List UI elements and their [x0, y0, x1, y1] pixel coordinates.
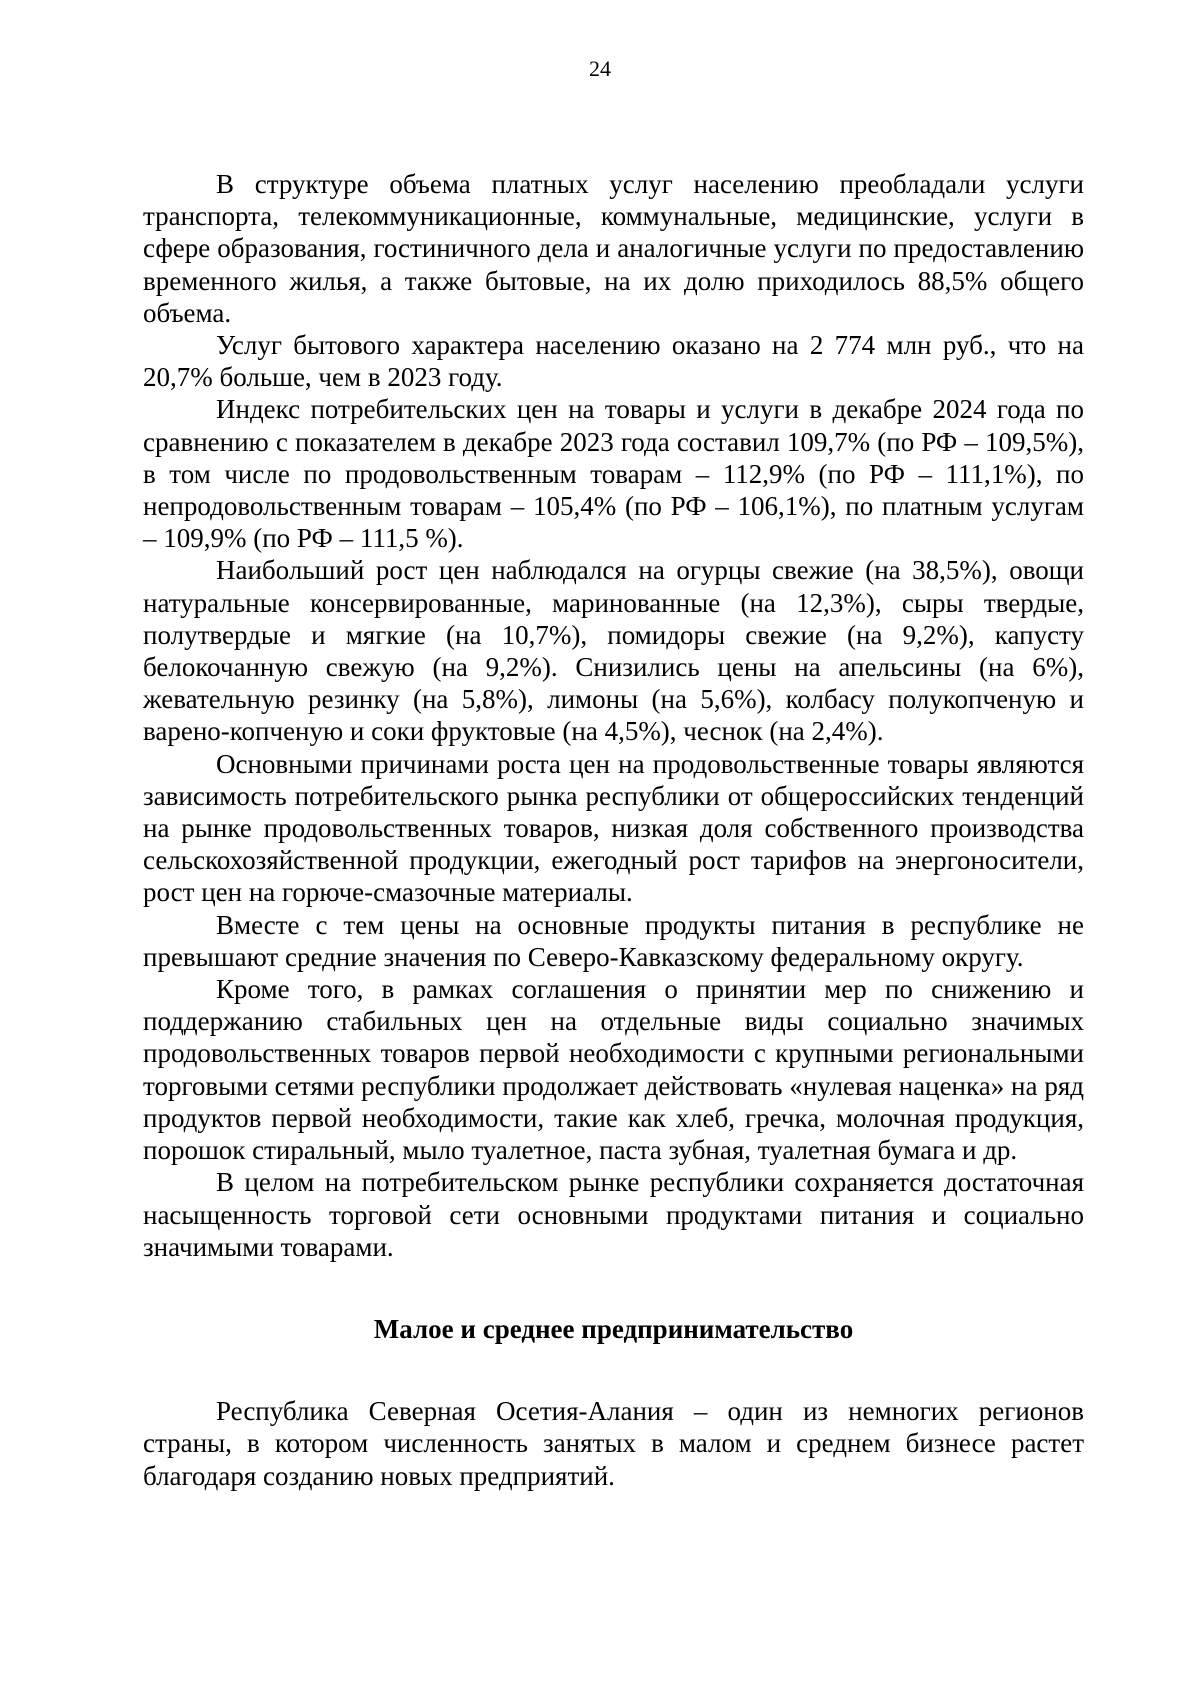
paragraph-small-business: Республика Северная Осетия-Алания – один из немногих регионов страны, в котором численность занятых в малом и среднем бизнесе растет благодаря созданию новых предприятий.: [143, 1396, 1084, 1491]
paragraph-consumer-price-index: Индекс потребительских цен на товары и услуги в декабре 2024 года по сравнению с показателем в декабре 2023 года составил 109,7% (по РФ – 109,5%), в том числе по продовольственным товарам – 112,9% (по РФ – 111,1%), по непродовольственным товарам – 105,4% (по РФ – 106,1%), по платным услугам – 109,9% (по РФ – 111,5 %).: [143, 394, 1084, 554]
page-number: 24: [589, 56, 611, 81]
paragraph-paid-services-structure: В структуре объема платных услуг населению преобладали услуги транспорта, телекоммуникационные, коммунальные, медицинские, услуги в сфере образования, гостиничного дела и аналогичные услуги по предоставлению временного жилья, а также бытовые, на их долю приходилось 88,5% общего объема.: [143, 169, 1084, 328]
paragraph-zero-markup: Кроме того, в рамках соглашения о принятии мер по снижению и поддержанию стабильных цен на отдельные виды социально значимых продовольственных товаров первой необходимости с крупными региональными торговыми сетями республики продолжает действовать «нулевая наценка» на ряд продуктов первой необходимости, такие как хлеб, гречка, молочная продукция, порошок стиральный, мыло туалетное, паста зубная, туалетная бумага и др.: [143, 974, 1084, 1166]
section-heading: Малое и среднее предпринимательство: [373, 1313, 854, 1344]
paragraph-price-changes: Наибольший рост цен наблюдался на огурцы свежие (на 38,5%), овощи натуральные консервированные, маринованные (на 12,3%), сыры твердые, полутвердые и мягкие (на 10,7%), помидоры свежие (на 9,2%), капусту белокочанную свежую (на 9,2%). Снизились цены на апельсины (на 6%), жевательную резинку (на 5,8%), лимоны (на 5,6%), колбасу полукопченую и варено-копченую и соки фруктовые (на 4,5%), чеснок (на 2,4%).: [143, 555, 1084, 747]
paragraph-household-services: Услуг бытового характера населению оказано на 2 774 млн руб., что на 20,7% больше, чем в 2023 году.: [143, 330, 1084, 393]
document-body: [143, 168, 1084, 1492]
paragraph-market-saturation: В целом на потребительском рынке республики сохраняется достаточная насыщенность торговой сети основными продуктами питания и социально значимыми товарами.: [143, 1167, 1084, 1262]
paragraph-regional-comparison: Вместе с тем цены на основные продукты питания в республике не превышают средние значения по Северо-Кавказскому федеральному округу.: [143, 909, 1084, 972]
paragraph-price-growth-reasons: Основными причинами роста цен на продовольственные товары являются зависимость потребительского рынка республики от общероссийских тенденций на рынке продовольственных товаров, низкая доля собственного производства сельскохозяйственной продукции, ежегодный рост тарифов на энергоносители, рост цен на горюче-смазочные материалы.: [143, 748, 1084, 908]
